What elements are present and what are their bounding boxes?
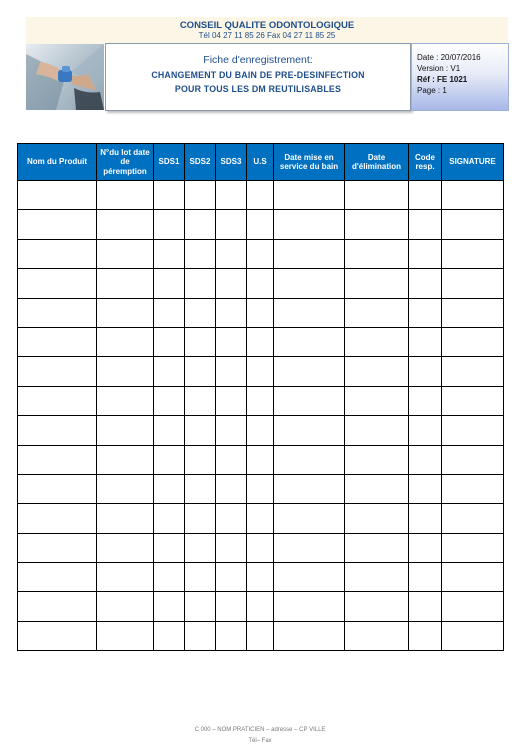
table-cell[interactable] [154,474,185,503]
table-row [18,592,504,621]
table-cell[interactable] [185,239,216,268]
table-cell[interactable] [247,357,274,386]
table-row [18,239,504,268]
table-cell[interactable] [409,504,442,533]
table-cell[interactable] [274,504,345,533]
table-cell[interactable] [97,533,154,562]
table-cell[interactable] [185,269,216,298]
table-row [18,298,504,327]
column-header-sds2: SDS2 [185,144,216,181]
table-cell[interactable] [18,327,97,356]
table-cell[interactable] [216,533,247,562]
table-cell[interactable] [97,563,154,592]
table-cell[interactable] [274,445,345,474]
table-cell[interactable] [216,445,247,474]
table-cell[interactable] [247,386,274,415]
column-header-sds1: SDS1 [154,144,185,181]
table-row [18,357,504,386]
table-cell[interactable] [18,504,97,533]
table-cell[interactable] [274,563,345,592]
form-title: CHANGEMENT DU BAIN DE PRE-DESINFECTION [151,70,365,80]
form-subtitle: POUR TOUS LES DM REUTILISABLES [174,84,342,94]
table-cell[interactable] [345,504,409,533]
column-header-product: Nom du Produit [18,144,97,181]
table-cell[interactable] [154,592,185,621]
table-cell[interactable] [247,474,274,503]
table-cell[interactable] [345,269,409,298]
column-header-disposal-date: Date d'élimination [345,144,409,181]
column-header-lot: N°du lot date de péremption [97,144,154,181]
table-cell[interactable] [409,239,442,268]
table-cell[interactable] [345,563,409,592]
table-cell[interactable] [274,210,345,239]
table-cell[interactable] [97,298,154,327]
document-page: Page : 1 [417,86,447,95]
document-reference: Réf : FE 1021 [417,75,468,84]
table-cell[interactable] [154,621,185,650]
organization-banner [26,17,508,44]
table-cell[interactable] [154,533,185,562]
table-cell[interactable] [442,621,504,650]
table-cell[interactable] [185,563,216,592]
table-cell[interactable] [345,210,409,239]
table-cell[interactable] [216,181,247,210]
table-cell[interactable] [97,621,154,650]
table-cell[interactable] [97,181,154,210]
table-cell[interactable] [345,357,409,386]
table-cell[interactable] [216,269,247,298]
table-cell[interactable] [97,386,154,415]
table-cell[interactable] [154,563,185,592]
table-cell[interactable] [274,357,345,386]
column-header-us: U.S [247,144,274,181]
table-cell[interactable] [442,563,504,592]
table-cell[interactable] [274,386,345,415]
table-cell[interactable] [345,533,409,562]
table-cell[interactable] [185,592,216,621]
table-cell[interactable] [442,504,504,533]
table-cell[interactable] [409,563,442,592]
table-cell[interactable] [185,533,216,562]
table-cell[interactable] [345,327,409,356]
table-cell[interactable] [442,239,504,268]
table-cell[interactable] [274,592,345,621]
table-cell[interactable] [442,533,504,562]
document-date: Date : 20/07/2016 [417,53,481,62]
footer-contact: Tél– Fax [248,738,272,744]
table-cell[interactable] [18,533,97,562]
table-cell[interactable] [345,416,409,445]
table-cell[interactable] [247,563,274,592]
table-cell[interactable] [442,386,504,415]
table-cell[interactable] [247,533,274,562]
table-cell[interactable] [185,445,216,474]
table-row [18,181,504,210]
table-cell[interactable] [247,592,274,621]
table-cell[interactable] [97,504,154,533]
table-cell[interactable] [442,210,504,239]
table-cell[interactable] [154,210,185,239]
table-cell[interactable] [185,386,216,415]
table-cell[interactable] [247,298,274,327]
table-cell[interactable] [154,357,185,386]
table-cell[interactable] [409,357,442,386]
table-cell[interactable] [247,210,274,239]
column-header-signature: SIGNATURE [442,144,504,181]
column-header-code: Code resp. [409,144,442,181]
table-cell[interactable] [442,181,504,210]
table-cell[interactable] [18,298,97,327]
table-cell[interactable] [274,181,345,210]
table-cell[interactable] [442,327,504,356]
table-cell[interactable] [18,386,97,415]
table-row [18,445,504,474]
table-row [18,386,504,415]
form-type: Fiche d'enregistrement: [203,54,313,66]
table-cell[interactable] [216,416,247,445]
handshake-photo [26,44,104,110]
column-header-sds3: SDS3 [216,144,247,181]
table-cell[interactable] [154,504,185,533]
organization-contact: Tél 04 27 11 85 26 Fax 04 27 11 85 25 [198,31,336,40]
table-cell[interactable] [154,416,185,445]
table-cell[interactable] [97,327,154,356]
table-cell[interactable] [345,386,409,415]
table-cell[interactable] [409,621,442,650]
table-cell[interactable] [216,327,247,356]
table-cell[interactable] [345,298,409,327]
table-cell[interactable] [409,327,442,356]
table-row [18,563,504,592]
table-cell[interactable] [154,239,185,268]
table-cell[interactable] [409,181,442,210]
table-cell[interactable] [442,592,504,621]
table-cell[interactable] [442,298,504,327]
table-cell[interactable] [97,592,154,621]
table-cell[interactable] [185,357,216,386]
table-cell[interactable] [345,592,409,621]
table-cell[interactable] [216,386,247,415]
footer-address: C 000 – NOM PRATICIEN – adresse – CP VILLE [194,727,326,733]
column-header-start-date: Date mise en service du bain [274,144,345,181]
organization-name: CONSEIL QUALITE ODONTOLOGIQUE [179,20,355,31]
table-cell[interactable] [97,416,154,445]
table-cell[interactable] [18,239,97,268]
table-cell[interactable] [216,210,247,239]
table-cell[interactable] [345,239,409,268]
table-cell[interactable] [442,474,504,503]
table-cell[interactable] [185,298,216,327]
table-cell[interactable] [274,327,345,356]
table-row [18,269,504,298]
record-table [17,143,504,651]
table-cell[interactable] [97,239,154,268]
table-cell[interactable] [154,386,185,415]
table-cell[interactable] [18,621,97,650]
table-cell[interactable] [154,269,185,298]
table-cell[interactable] [216,474,247,503]
table-cell[interactable] [216,239,247,268]
table-cell[interactable] [97,357,154,386]
document-meta-box [411,43,509,111]
table-cell[interactable] [216,504,247,533]
table-cell[interactable] [185,621,216,650]
table-row [18,533,504,562]
table-row [18,327,504,356]
table-cell[interactable] [185,210,216,239]
table-cell[interactable] [247,621,274,650]
table-cell[interactable] [18,269,97,298]
table-cell[interactable] [247,504,274,533]
table-cell[interactable] [185,504,216,533]
table-row [18,474,504,503]
table-cell[interactable] [409,533,442,562]
table-cell[interactable] [409,298,442,327]
table-cell[interactable] [409,592,442,621]
form-title-box [105,43,411,111]
table-cell[interactable] [274,416,345,445]
table-cell[interactable] [247,416,274,445]
table-row [18,210,504,239]
table-cell[interactable] [274,621,345,650]
table-cell[interactable] [97,269,154,298]
table-cell[interactable] [154,181,185,210]
table-cell[interactable] [216,621,247,650]
table-cell[interactable] [247,445,274,474]
table-cell[interactable] [97,474,154,503]
table-cell[interactable] [247,327,274,356]
table-cell[interactable] [216,563,247,592]
table-cell[interactable] [345,474,409,503]
table-cell[interactable] [274,298,345,327]
table-cell[interactable] [409,474,442,503]
table-cell[interactable] [216,357,247,386]
table-cell[interactable] [18,416,97,445]
table-cell[interactable] [345,181,409,210]
table-cell[interactable] [154,298,185,327]
table-cell[interactable] [409,445,442,474]
table-cell[interactable] [97,210,154,239]
table-cell[interactable] [154,327,185,356]
table-cell[interactable] [409,416,442,445]
table-cell[interactable] [274,239,345,268]
table-cell[interactable] [409,386,442,415]
document-version: Version : V1 [417,64,461,73]
table-cell[interactable] [18,181,97,210]
table-cell[interactable] [18,210,97,239]
table-row [18,416,504,445]
table-cell[interactable] [442,416,504,445]
table-cell[interactable] [216,298,247,327]
table-cell[interactable] [345,621,409,650]
table-cell[interactable] [345,445,409,474]
table-cell[interactable] [442,445,504,474]
table-cell[interactable] [247,239,274,268]
table-cell[interactable] [274,269,345,298]
table-row [18,504,504,533]
table-cell[interactable] [247,181,274,210]
table-cell[interactable] [18,592,97,621]
table-cell[interactable] [409,210,442,239]
table-cell[interactable] [18,357,97,386]
table-cell[interactable] [442,269,504,298]
table-cell[interactable] [18,563,97,592]
table-cell[interactable] [97,445,154,474]
table-cell[interactable] [274,533,345,562]
table-cell[interactable] [185,474,216,503]
table-cell[interactable] [247,269,274,298]
table-cell[interactable] [216,592,247,621]
table-cell[interactable] [185,416,216,445]
table-row [18,621,504,650]
table-cell[interactable] [409,269,442,298]
table-cell[interactable] [185,181,216,210]
table-header-row [18,144,504,181]
table-cell[interactable] [274,474,345,503]
table-cell[interactable] [154,445,185,474]
table-cell[interactable] [442,357,504,386]
table-cell[interactable] [18,445,97,474]
table-cell[interactable] [18,474,97,503]
table-cell[interactable] [185,327,216,356]
